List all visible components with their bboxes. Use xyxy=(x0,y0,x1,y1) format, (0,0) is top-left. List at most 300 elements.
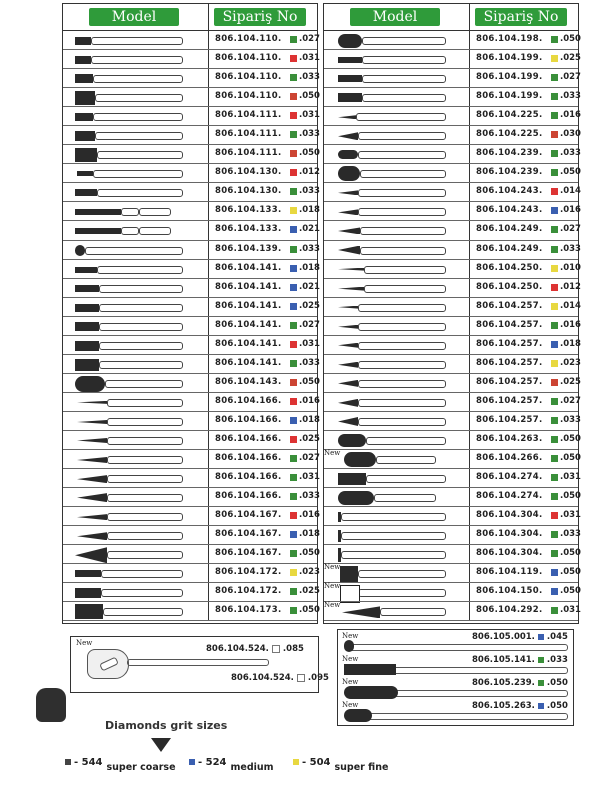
shank-icon xyxy=(360,170,446,178)
order-code: 806.104.133. xyxy=(215,224,282,235)
shank-icon xyxy=(358,304,446,312)
bur-head-icon xyxy=(338,473,366,485)
bur-head-icon xyxy=(77,420,107,424)
order-code: 806.104.111. xyxy=(215,129,282,140)
order-code: 806.104.110. xyxy=(215,91,282,102)
order-no-cell xyxy=(470,450,581,469)
model-cell xyxy=(324,526,470,545)
model-cell xyxy=(324,69,470,88)
table-row xyxy=(63,31,320,50)
grit-color-square xyxy=(551,379,558,386)
order-no-cell xyxy=(470,317,581,336)
shank-icon xyxy=(376,456,436,464)
new-label: New xyxy=(324,563,341,572)
size-suffix: .018 xyxy=(299,529,320,540)
model-cell xyxy=(324,164,470,183)
grit-color-square xyxy=(551,360,558,367)
shank-icon xyxy=(107,513,183,521)
order-code: 806.104.257. xyxy=(476,357,543,368)
size-suffix: .033 xyxy=(299,129,320,140)
shank-icon xyxy=(139,208,171,216)
bur-head-icon xyxy=(338,93,362,102)
bur-head-icon xyxy=(338,115,356,119)
bur-head-icon xyxy=(75,148,97,162)
grit-color-square xyxy=(290,436,297,443)
model-cell xyxy=(63,260,209,279)
bur-head-icon xyxy=(338,325,358,329)
order-code: 806.104.257. xyxy=(476,300,543,311)
model-cell xyxy=(63,69,209,88)
size-suffix: .027 xyxy=(560,395,581,406)
grit-color-square xyxy=(290,341,297,348)
shank-icon xyxy=(107,551,183,559)
size-suffix: .050 xyxy=(560,548,581,559)
order-code: 806.104.141. xyxy=(215,338,282,349)
order-no-cell xyxy=(470,298,581,317)
size-suffix: .012 xyxy=(299,167,320,178)
bur-head-icon xyxy=(77,457,107,463)
table-row xyxy=(324,241,581,260)
bur-head-icon xyxy=(75,588,101,598)
size-suffix: .016 xyxy=(299,510,320,521)
model-cell xyxy=(324,374,470,393)
order-code: 806.104.166. xyxy=(215,472,282,483)
model-cell xyxy=(324,126,470,145)
order-no-cell xyxy=(470,602,581,621)
order-no-cell xyxy=(470,374,581,393)
order-code: 806.104.304. xyxy=(476,529,543,540)
grit-color-square xyxy=(551,569,558,576)
bur-head-icon xyxy=(338,399,358,407)
shank-icon xyxy=(139,227,171,235)
grit-color-square xyxy=(551,493,558,500)
size-suffix: .027 xyxy=(299,34,320,44)
bur-head-icon xyxy=(338,417,358,426)
model-cell xyxy=(63,602,209,621)
size-suffix: .050 xyxy=(560,586,581,597)
size-suffix: .023 xyxy=(560,357,581,368)
order-no-cell xyxy=(470,183,581,202)
table-row xyxy=(63,221,320,240)
model-cell xyxy=(63,164,209,183)
order-code: 806.104.239. xyxy=(476,167,543,178)
order-code: 806.104.167. xyxy=(215,529,282,540)
size-suffix: .025 xyxy=(560,53,581,64)
order-no-cell xyxy=(470,145,581,164)
order-no-cell xyxy=(470,50,581,69)
table-row xyxy=(324,298,581,317)
grit-color-square xyxy=(290,131,297,138)
order-code: 806.105.239. .050 xyxy=(472,678,568,688)
size-suffix: .050 xyxy=(299,91,320,102)
bur-head-icon xyxy=(75,189,97,196)
order-code: 806.104.167. xyxy=(215,548,282,559)
grit-color-square xyxy=(551,246,558,253)
model-cell xyxy=(324,564,470,583)
order-code: 806.104.199. xyxy=(476,91,543,102)
size-suffix: .027 xyxy=(299,453,320,464)
model-cell xyxy=(63,469,209,488)
size-suffix: .012 xyxy=(560,281,581,292)
grit-color-square xyxy=(551,93,558,100)
grit-color-square xyxy=(551,436,558,443)
table-row xyxy=(63,583,320,602)
grit-color-square xyxy=(551,455,558,462)
size-suffix: .016 xyxy=(299,395,320,406)
size-suffix: .033 xyxy=(299,357,320,368)
order-no-cell xyxy=(209,298,320,317)
model-cell xyxy=(324,145,470,164)
new-label: New xyxy=(342,632,359,640)
table-row xyxy=(63,145,320,164)
size-suffix: .021 xyxy=(299,224,320,235)
bur-head-icon xyxy=(342,606,380,618)
new-label: New xyxy=(324,601,341,610)
grit-color-square xyxy=(551,531,558,538)
bur-head-icon xyxy=(75,304,99,312)
bur-head-icon xyxy=(75,604,103,619)
size-suffix: .023 xyxy=(299,567,320,578)
order-code: 806.104.257. xyxy=(476,414,543,425)
bur-head-icon xyxy=(77,493,107,502)
model-cell xyxy=(63,564,209,583)
box-left-row-2: 806.104.524. .095 xyxy=(231,673,329,683)
order-no-cell xyxy=(470,221,581,240)
model-cell xyxy=(63,431,209,450)
size-suffix: .050 xyxy=(560,567,581,578)
bur-head-icon xyxy=(338,166,360,181)
new-label: New xyxy=(342,701,359,709)
grit-color-square xyxy=(290,169,297,176)
grit-color-square xyxy=(290,569,297,576)
table-row xyxy=(324,183,581,202)
order-no-cell xyxy=(209,145,320,164)
order-no-cell xyxy=(470,107,581,126)
model-cell xyxy=(63,374,209,393)
grit-color-square xyxy=(538,680,544,686)
disc-product-box xyxy=(70,636,329,693)
order-no-cell xyxy=(209,412,320,431)
table-row xyxy=(63,107,320,126)
order-code: 806.104.249. xyxy=(476,243,543,254)
size-suffix: .033 xyxy=(299,243,320,254)
shank-icon xyxy=(356,113,446,121)
order-code: 806.104.304. xyxy=(476,510,543,521)
order-code: 806.104.141. xyxy=(215,357,282,368)
bur-head-icon xyxy=(338,57,362,63)
size-suffix: .050 xyxy=(560,167,581,178)
new-products-box xyxy=(337,629,574,726)
shank-icon xyxy=(362,37,446,45)
shank-icon xyxy=(107,475,183,483)
model-cell xyxy=(63,145,209,164)
bur-head-icon xyxy=(75,322,99,331)
order-code: 806.104.257. xyxy=(476,376,543,387)
bur-head-icon xyxy=(77,171,93,176)
shank-icon xyxy=(105,380,183,388)
table-row xyxy=(63,202,320,221)
table-row xyxy=(63,50,320,69)
order-code: 806.105.001. .045 xyxy=(472,632,568,642)
table-row xyxy=(324,126,581,145)
grit-color-square xyxy=(290,207,297,214)
grit-color-square xyxy=(551,188,558,195)
grit-square xyxy=(297,674,305,682)
grit-color-square xyxy=(290,455,297,462)
order-code: 806.104.266. xyxy=(476,453,543,464)
grit-square xyxy=(293,759,299,765)
table-row xyxy=(324,355,581,374)
order-code: 806.104.274. xyxy=(476,472,543,483)
order-no-cell xyxy=(470,507,581,526)
size-suffix: .018 xyxy=(560,338,581,349)
table-row xyxy=(324,202,581,221)
table-row xyxy=(324,145,581,164)
table-row xyxy=(63,488,320,507)
order-no-cell xyxy=(209,393,320,412)
order-no-cell xyxy=(209,31,320,50)
new-label: New xyxy=(324,449,341,458)
shank-icon xyxy=(107,532,183,540)
bur-head-icon xyxy=(340,566,358,582)
grit-color-square xyxy=(551,474,558,481)
order-code: 806.104.166. xyxy=(215,433,282,444)
shank-icon xyxy=(99,304,183,312)
grit-color-square xyxy=(290,303,297,310)
order-no-cell xyxy=(209,507,320,526)
bur-head-icon xyxy=(338,530,341,542)
size-suffix: .033 xyxy=(560,91,581,102)
size-suffix: .033 xyxy=(299,491,320,502)
grit-color-square xyxy=(551,303,558,310)
legend-item-medium: - 524 medium xyxy=(186,757,274,768)
order-no-cell xyxy=(470,164,581,183)
box-right-row xyxy=(338,632,573,655)
bur-head-icon xyxy=(77,532,107,540)
order-code: 806.104.243. xyxy=(476,186,543,197)
shank-icon xyxy=(103,608,183,616)
shank-icon xyxy=(366,437,446,445)
shank-icon xyxy=(364,266,446,274)
bur-head-icon xyxy=(338,306,358,309)
grit-color-square xyxy=(290,265,297,272)
table-row xyxy=(324,88,581,107)
size-suffix: .033 xyxy=(299,72,320,83)
order-code: 806.104.110. xyxy=(215,72,282,83)
size-suffix: .014 xyxy=(560,186,581,197)
new-label: New xyxy=(76,639,93,647)
grit-color-square xyxy=(290,531,297,538)
bur-head-icon xyxy=(75,74,93,83)
grit-color-square xyxy=(290,607,297,614)
order-code: 806.104.257. xyxy=(476,338,543,349)
table-row xyxy=(324,317,581,336)
order-code: 806.104.249. xyxy=(476,224,543,235)
order-code: 806.104.166. xyxy=(215,491,282,502)
shank-icon xyxy=(93,75,183,83)
shank-icon xyxy=(364,285,446,293)
size-suffix: .050 xyxy=(299,548,320,559)
order-no-cell xyxy=(470,526,581,545)
model-cell xyxy=(63,393,209,412)
model-cell xyxy=(63,583,209,602)
table-row xyxy=(63,355,320,374)
bur-head-icon xyxy=(75,56,91,64)
shank-icon xyxy=(360,227,446,235)
left-rows xyxy=(63,31,320,621)
grit-color-square xyxy=(538,703,544,709)
bur-head-icon xyxy=(75,376,105,392)
order-no-cell xyxy=(470,202,581,221)
grit-color-square xyxy=(538,634,544,640)
model-cell xyxy=(324,355,470,374)
order-no-cell xyxy=(470,412,581,431)
right-rows xyxy=(324,31,581,621)
shank-icon xyxy=(95,132,183,140)
shank-icon xyxy=(358,132,446,140)
shank-icon xyxy=(380,608,446,616)
shank-icon xyxy=(107,437,183,445)
bur-head-icon xyxy=(75,570,101,577)
shank-icon xyxy=(362,94,446,102)
grit-color-square xyxy=(551,322,558,329)
grit-color-square xyxy=(551,341,558,348)
order-code: 806.104.166. xyxy=(215,453,282,464)
grit-color-square xyxy=(290,550,297,557)
model-cell xyxy=(324,602,470,621)
order-code: 806.104.225. xyxy=(476,110,543,121)
box-left-row-1: 806.104.524. .085 xyxy=(206,644,304,654)
shank-icon xyxy=(358,589,446,597)
model-cell xyxy=(324,50,470,69)
size-suffix: .018 xyxy=(299,205,320,216)
order-code: 806.104.167. xyxy=(215,510,282,521)
bur-head-icon xyxy=(75,209,121,215)
shank-icon xyxy=(97,266,183,274)
table-row xyxy=(63,336,320,355)
size-suffix: .021 xyxy=(299,281,320,292)
order-code: 806.104.166. xyxy=(215,395,282,406)
grit-color-square xyxy=(551,588,558,595)
bur-head-icon xyxy=(344,664,396,675)
bur-head-icon xyxy=(344,709,372,722)
grit-color-square xyxy=(290,360,297,367)
model-cell xyxy=(63,202,209,221)
order-no-cell xyxy=(209,260,320,279)
size-suffix: .030 xyxy=(560,129,581,140)
model-cell xyxy=(63,450,209,469)
grit-color-square xyxy=(290,322,297,329)
order-no-cell xyxy=(470,69,581,88)
grit-color-square xyxy=(551,550,558,557)
shank-icon xyxy=(358,399,446,407)
model-cell xyxy=(63,526,209,545)
table-row xyxy=(324,50,581,69)
order-code: 806.104.250. xyxy=(476,262,543,273)
grit-color-square xyxy=(290,284,297,291)
shank-icon xyxy=(107,494,183,502)
bur-head-icon xyxy=(77,475,107,483)
shank-icon xyxy=(97,151,183,159)
model-cell xyxy=(324,431,470,450)
grit-color-square xyxy=(290,188,297,195)
order-code: 806.104.243. xyxy=(476,205,543,216)
order-no-cell xyxy=(209,526,320,545)
new-label: New xyxy=(324,582,341,591)
order-code: 806.104.150. xyxy=(476,586,543,597)
grit-color-square xyxy=(551,226,558,233)
table-row xyxy=(324,69,581,88)
shank-icon xyxy=(358,570,446,578)
grit-color-square xyxy=(551,169,558,176)
shank-icon xyxy=(99,361,183,369)
order-no-cell xyxy=(209,374,320,393)
table-row xyxy=(324,601,581,621)
table-row xyxy=(324,507,581,526)
bur-head-icon xyxy=(338,75,362,82)
order-no-cell xyxy=(209,602,320,621)
size-suffix: .031 xyxy=(560,472,581,483)
model-cell xyxy=(63,107,209,126)
model-header: Model xyxy=(89,8,179,26)
bur-head-icon xyxy=(338,227,360,234)
grit-color-square xyxy=(290,417,297,424)
order-code: 806.104.199. xyxy=(476,53,543,64)
bur-head-icon xyxy=(338,287,364,291)
table-row xyxy=(63,260,320,279)
order-no-cell xyxy=(470,279,581,298)
model-cell xyxy=(324,298,470,317)
shank-icon xyxy=(121,208,139,216)
order-code: 806.104.198. xyxy=(476,34,543,44)
order-no-cell xyxy=(209,221,320,240)
grit-color-square xyxy=(551,207,558,214)
bur-head-icon xyxy=(338,380,358,387)
shank-icon xyxy=(91,56,183,64)
table-row xyxy=(63,126,320,145)
grit-color-square xyxy=(290,493,297,500)
size-suffix: .031 xyxy=(560,510,581,521)
model-cell xyxy=(324,241,470,260)
shank-icon xyxy=(341,513,446,521)
order-no-header: Sipariş No xyxy=(214,8,306,26)
shank-icon xyxy=(97,189,183,197)
size-suffix: .016 xyxy=(560,110,581,121)
model-cell xyxy=(324,31,470,50)
order-no-cell xyxy=(209,583,320,602)
grit-color-square xyxy=(551,265,558,272)
grit-square xyxy=(65,759,71,765)
order-code: 806.104.141. xyxy=(215,262,282,273)
order-code: 806.104.172. xyxy=(215,586,282,597)
size-suffix: .031 xyxy=(299,472,320,483)
grit-color-square xyxy=(290,74,297,81)
table-row xyxy=(63,374,320,393)
grit-color-square xyxy=(290,474,297,481)
shank-icon xyxy=(358,208,446,216)
model-cell xyxy=(63,279,209,298)
shank-icon xyxy=(346,713,568,720)
order-code: 806.104.110. xyxy=(215,34,282,44)
table-row xyxy=(63,183,320,202)
shank-icon xyxy=(360,247,446,255)
bur-head-icon xyxy=(75,37,91,45)
box-right-row xyxy=(338,678,573,701)
order-code: 806.104.250. xyxy=(476,281,543,292)
table-row xyxy=(63,298,320,317)
model-cell xyxy=(63,183,209,202)
size-suffix: .027 xyxy=(560,72,581,83)
